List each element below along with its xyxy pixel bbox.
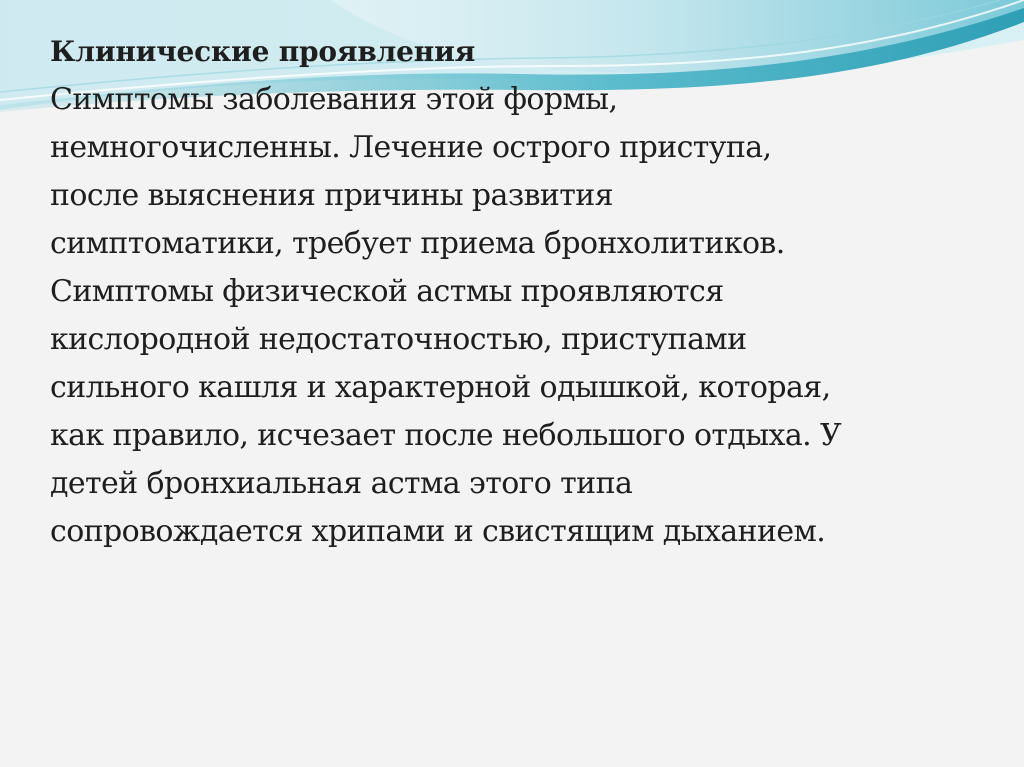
body-line: после выяснения причины развития <box>50 178 613 213</box>
body-line: детей бронхиальная астма этого типа <box>50 466 633 501</box>
body-line: симптоматики, требует приема бронхолитиков. <box>50 226 785 261</box>
body-line: Симптомы физической астмы проявляются <box>50 274 724 309</box>
body-line: как правило, исчезает после небольшого отдыха. У <box>50 418 842 453</box>
body-line: кислородной недостаточностью, приступами <box>50 322 747 357</box>
body-line: немногочисленны. Лечение острого приступа, <box>50 130 772 165</box>
body-line: сопровождается хрипами и свистящим дыханием. <box>50 514 826 549</box>
body-line: сильного кашля и характерной одышкой, которая, <box>50 370 831 405</box>
slide-content <box>50 28 990 556</box>
slide-title: Клинические проявления <box>50 35 476 68</box>
body-line: Симптомы заболевания этой формы, <box>50 82 618 117</box>
slide-body-text <box>50 76 990 556</box>
